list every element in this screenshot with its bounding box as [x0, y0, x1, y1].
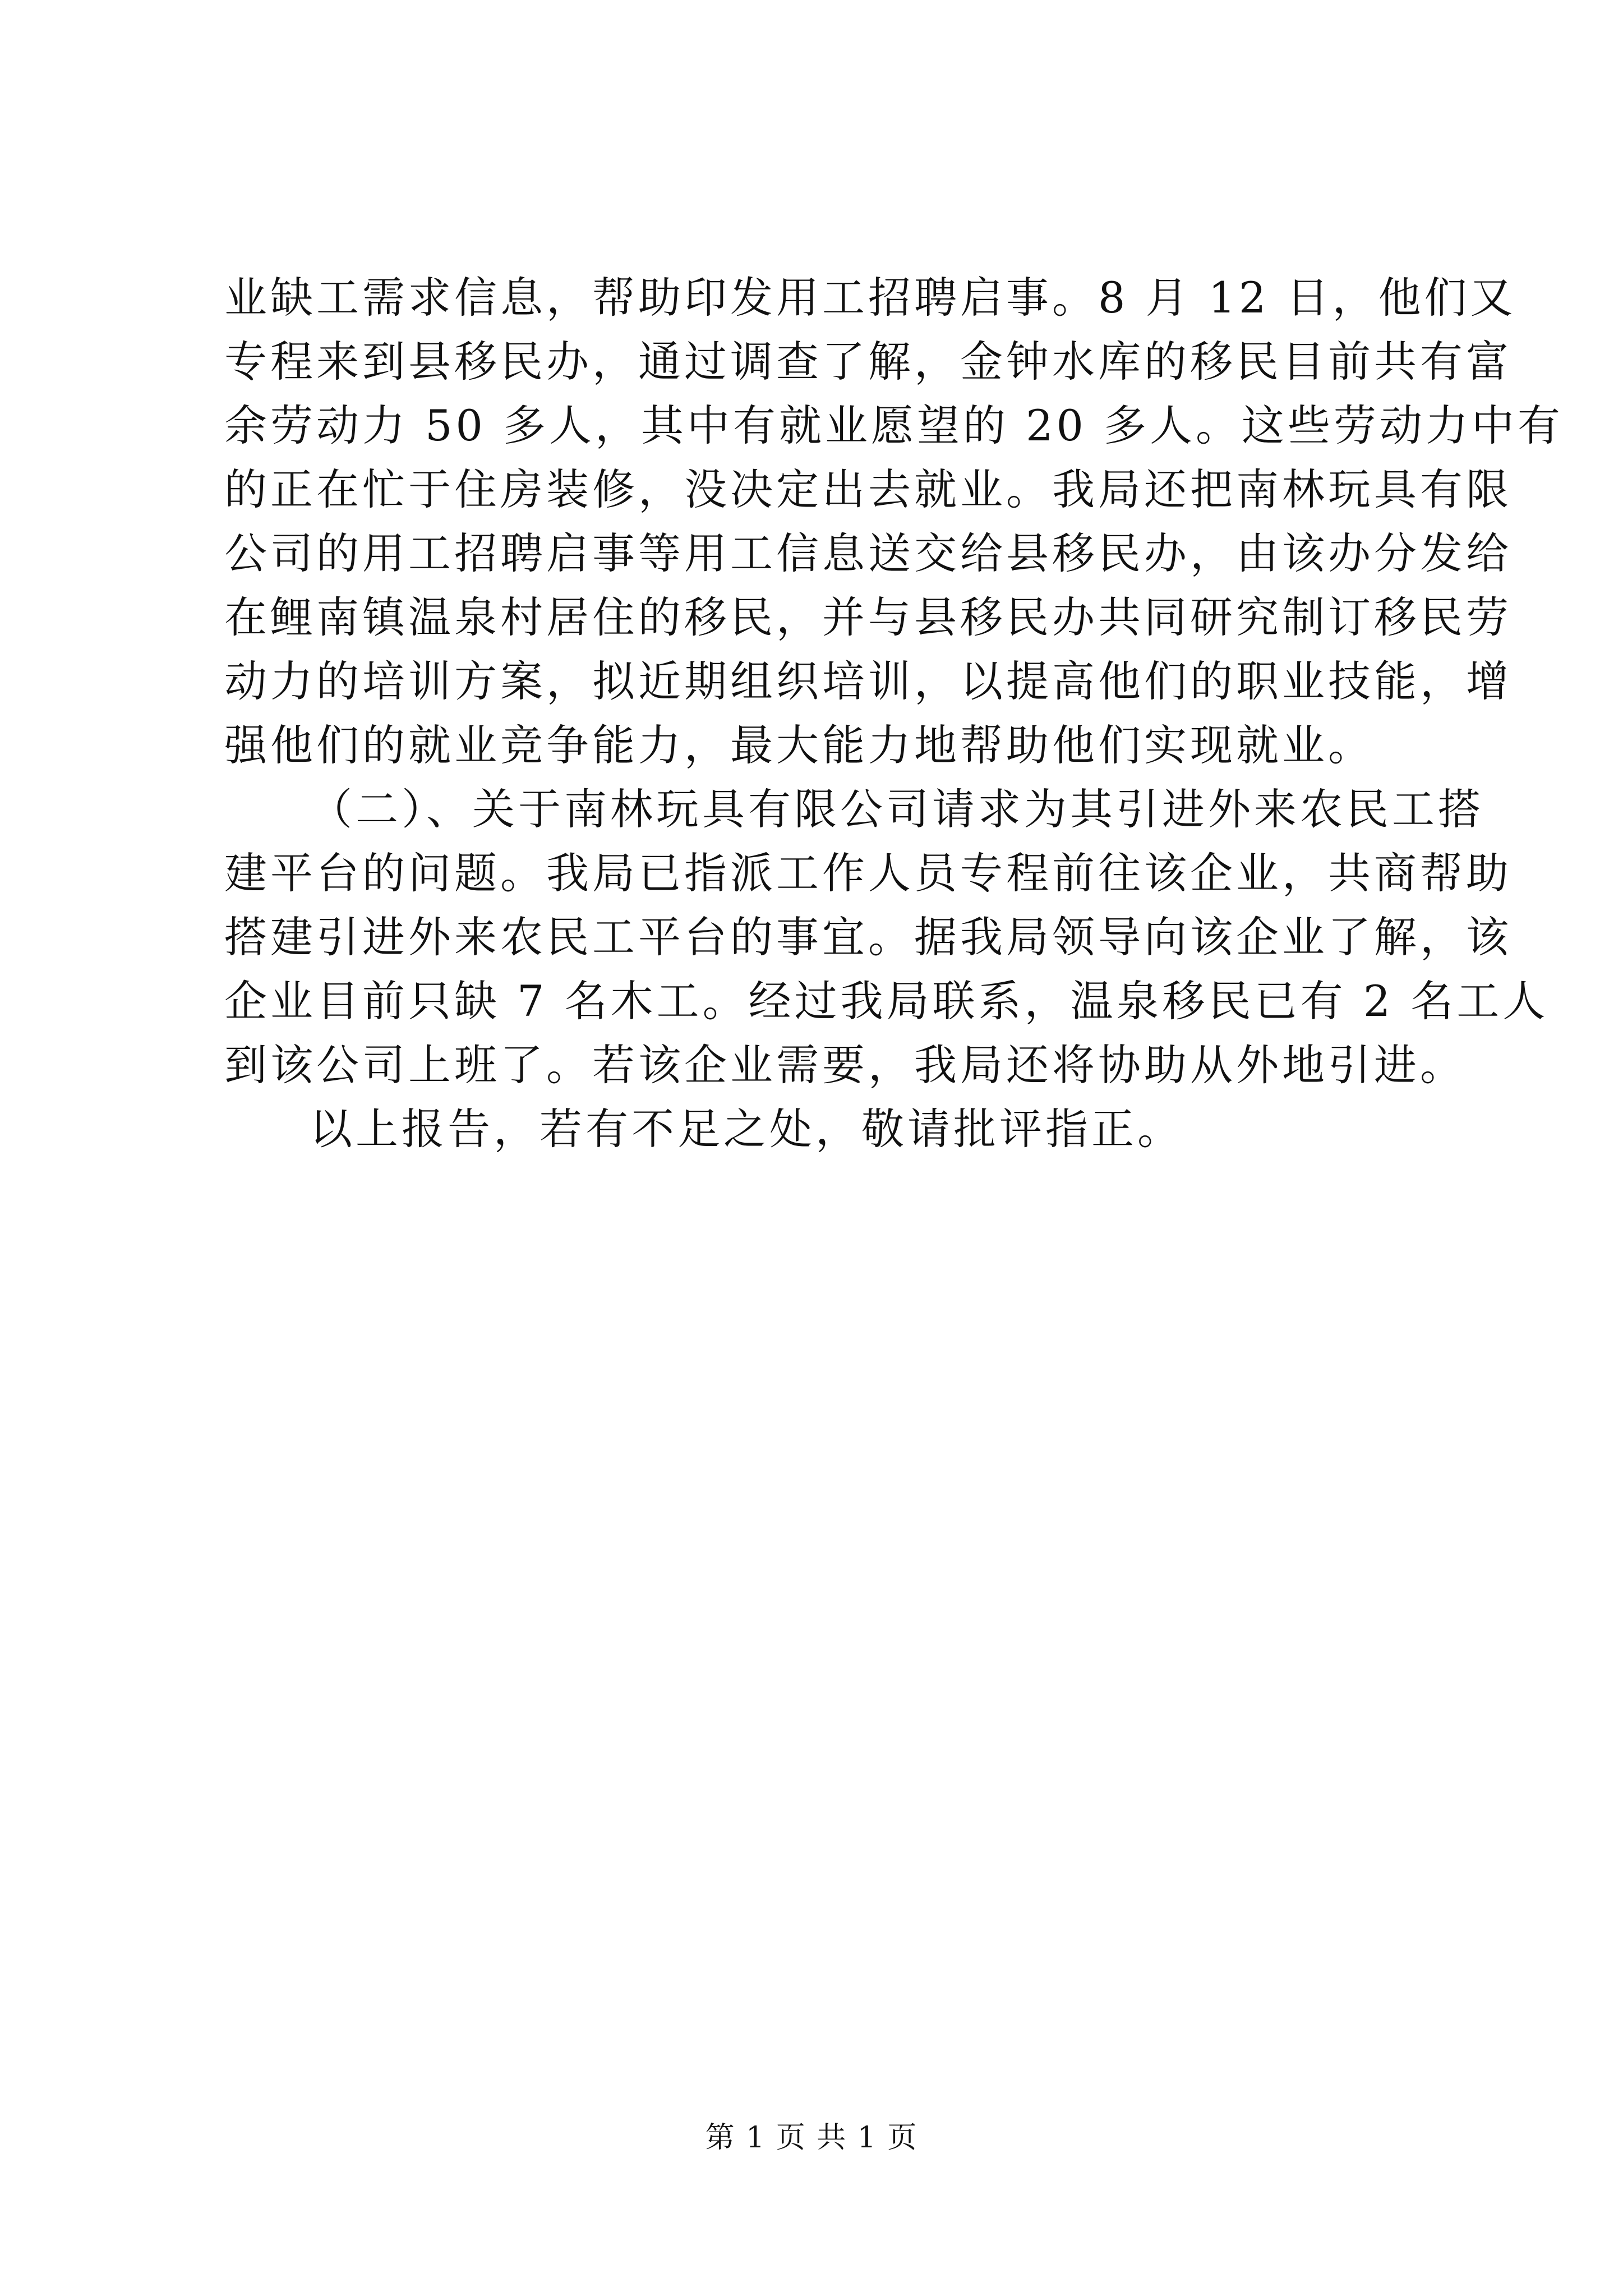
body-text-line: 公司的用工招聘启事等用工信息送交给县移民办，由该办分发给 — [224, 528, 1512, 578]
body-text-line: 业缺工需求信息，帮助印发用工招聘启事。8 月 12 日，他们又 — [224, 273, 1516, 323]
body-text-line: 专程来到县移民办，通过调查了解，金钟水库的移民目前共有富 — [224, 337, 1512, 386]
body-text-line: 搭建引进外来农民工平台的事宜。据我局领导向该企业了解，该 — [224, 912, 1512, 962]
body-text-line: 动力的培训方案，拟近期组织培训，以提高他们的职业技能，增 — [224, 656, 1512, 706]
body-text-line: 的正在忙于住房装修，没决定出去就业。我局还把南林玩具有限 — [224, 464, 1512, 514]
body-text-line: 强他们的就业竞争能力，最大能力地帮助他们实现就业。 — [224, 720, 1374, 770]
body-text-line: 建平台的问题。我局已指派工作人员专程前往该企业，共商帮助 — [224, 848, 1512, 898]
body-text-line: 企业目前只缺 7 名木工。经过我局联系，温泉移民已有 2 名工人 — [224, 976, 1549, 1026]
page-number-footer: 第 1 页 共 1 页 — [705, 2121, 918, 2155]
body-text-line: 到该公司上班了。若该企业需要，我局还将协助从外地引进。 — [224, 1040, 1466, 1090]
body-text-line: （二）、关于南林玩具有限公司请求为其引进外来农民工搭 — [310, 784, 1484, 834]
body-text-line: 在鲤南镇温泉村居住的移民，并与县移民办共同研究制订移民劳 — [224, 592, 1512, 642]
body-text-line: 以上报告，若有不足之处，敬请批评指正。 — [310, 1104, 1183, 1154]
body-text-line: 余劳动力 50 多人，其中有就业愿望的 20 多人。这些劳动力中有 — [224, 401, 1564, 450]
document-body — [224, 266, 1564, 1161]
